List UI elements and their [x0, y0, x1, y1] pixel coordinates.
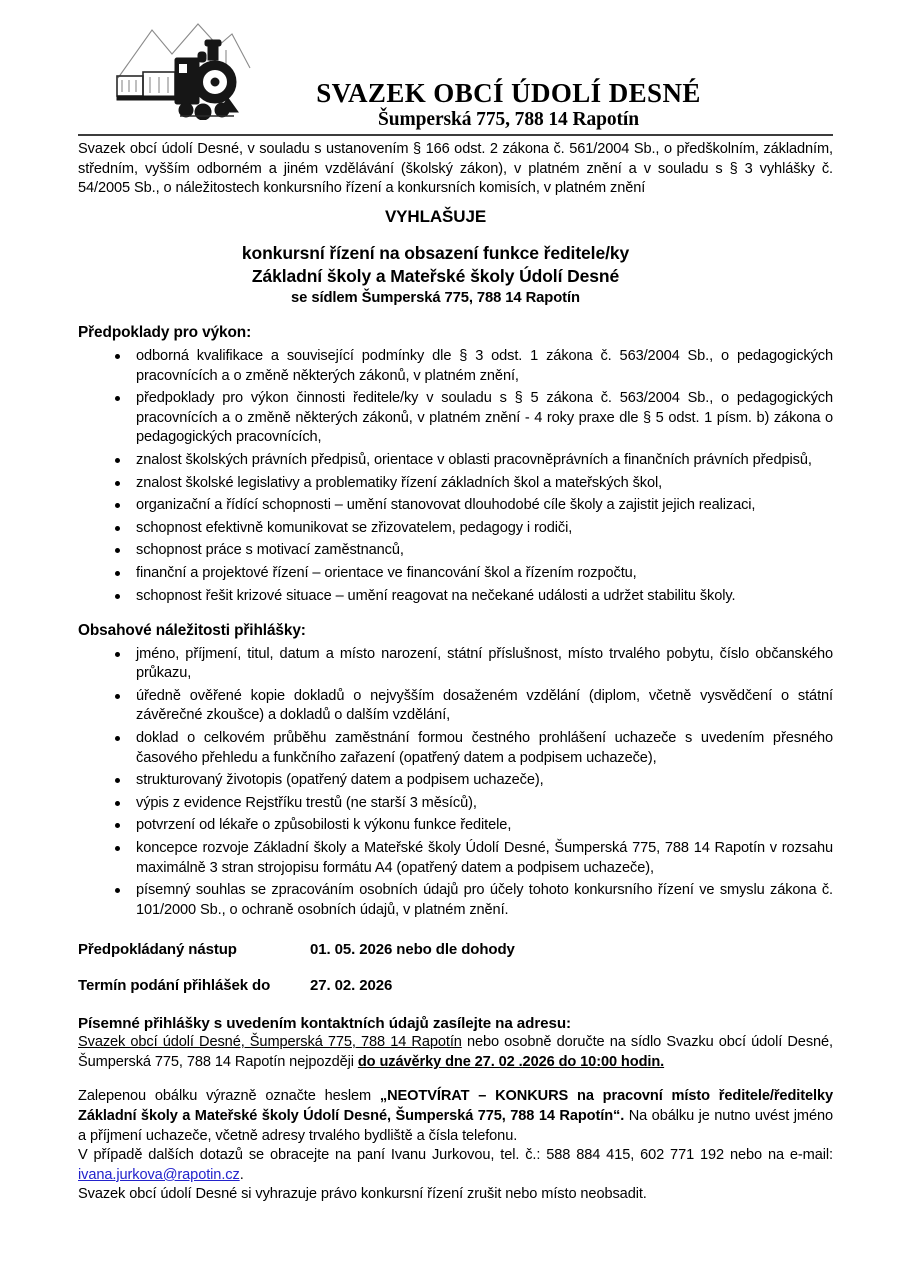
submission-deadline: do uzávěrky dne 27. 02 .2026 do 10:00 hodin. [357, 1053, 665, 1070]
list-item: znalost školské legislativy a problematiky řízení základních škol a mateřských škol, [136, 474, 833, 494]
title-line-2: Základní školy a Mateřské školy Údolí Desné [251, 266, 620, 287]
list-item: předpoklady pro výkon činnosti ředitele/ky v souladu s § 5 zákona č. 563/2004 Sb., o pedagogických pracovnících a o změně některých zákonů, v platném znění - 4 roky praxe dle § 5 odst. 1 písm. b) zákona o pedagogických pracovnících, [136, 389, 833, 448]
requirements-list [78, 347, 833, 606]
header-text [254, 78, 833, 132]
list-item: odborná kvalifikace a související podmínky dle § 3 odst. 1 zákona č. 563/2004 Sb., o pedagogických pracovnících a o změně některých zákonů, v platném znění, [136, 347, 833, 386]
announce-heading: VYHLAŠUJE [384, 206, 487, 226]
application-heading: Obsahové náležitosti přihlášky: [78, 622, 306, 640]
envelope-text-suffix: Na obálku je nutno uvést jméno a příjmení uchazeče, včetně adresy trvalého bydliště a čísla telefonu. [78, 1107, 833, 1144]
application-list [78, 645, 833, 921]
document-header [78, 20, 833, 132]
submission-text: nebo osobně doručte na sídlo Svazku obcí údolí Desné, Šumperská 775, 788 14 Rapotín nejpozději [78, 1034, 833, 1070]
title-line-1: konkursní řízení na obsazení funkce ředitele/ky [241, 243, 630, 264]
org-address: Šumperská 775, 788 14 Rapotín [378, 109, 639, 130]
deadline-label: Termín podání přihlášek do [78, 977, 271, 994]
steam-train-logo [114, 20, 254, 120]
intro-paragraph: Svazek obcí údolí Desné, v souladu s ustanovením § 166 odst. 2 zákona č. 561/2004 Sb., o předškolním, základním, středním, vyšším odborném a jiném vzdělávání (školský zákon), v platném znění a v souladu s § 3 vyhlášky č. 54/2005 Sb., o náležitostech konkursního řízení a konkursních komisích, v platném znění [78, 141, 833, 197]
list-item: schopnost řešit krizové situace – umění reagovat na nečekané události a udržet stabilitu školy. [136, 587, 833, 607]
contact-period: . [239, 1166, 244, 1183]
list-item: potvrzení od lékaře o způsobilosti k výkonu funkce ředitele, [136, 816, 833, 836]
requirements-heading: Předpoklady pro výkon: [78, 324, 252, 342]
start-date-value: 01. 05. 2026 nebo dle dohody [310, 941, 515, 959]
list-item: strukturovaný životopis (opatřený datem a podpisem uchazeče), [136, 771, 833, 791]
email-link[interactable]: ivana.jurkova@rapotin.cz [78, 1166, 240, 1183]
list-item: písemný souhlas se zpracováním osobních údajů pro účely tohoto konkursního řízení ve smyslu zákona č. 101/2000 Sb., o ochraně osobních údajů, v platném znění. [136, 881, 833, 920]
start-date-row [78, 940, 833, 960]
envelope-keyword: „NEOTVÍRAT – KONKURS na pracovní místo ředitele/ředitelky Základní školy a Mateřské školy Údolí Desné, Šumperská 775, 788 14 Rapotín“. [78, 1088, 833, 1124]
document-title [78, 242, 833, 308]
org-name: SVAZEK OBCÍ ÚDOLÍ DESNÉ [316, 78, 701, 108]
contact-text: V případě dalších dotazů se obracejte na paní Ivanu Jurkovou, tel. č.: 588 884 415, 602 771 192 nebo na e-mail: [78, 1147, 833, 1164]
list-item: doklad o celkovém průběhu zaměstnání formou čestného prohlášení uchazeče s uvedením přesného časového přehledu a funkčního zařazení (opatřený datem a podpisem uchazeče), [136, 729, 833, 768]
list-item: úředně ověřené kopie dokladů o nejvyšším dosaženém vzdělání (diplom, včetně vysvědčení o státní závěrečné zkoušce) a dokladů o dalším vzdělání, [136, 687, 833, 726]
list-item: koncepce rozvoje Základní školy a Mateřské školy Údolí Desné, Šumperská 775, 788 14 Rapotín v rozsahu maximálně 3 stran strojopisu formátu A4 (opatřený datem a podpisem uchazeče), [136, 839, 833, 878]
submission-heading: Písemné přihlášky s uvedením kontaktních údajů zasílejte na adresu: [78, 1014, 571, 1032]
list-item: jméno, příjmení, titul, datum a místo narození, státní příslušnost, místo trvalého pobytu, číslo občanského průkazu, [136, 645, 833, 684]
header-divider [78, 134, 833, 136]
list-item: znalost školských právních předpisů, orientace v oblasti pracovněprávních a finančních právních předpisů, [136, 451, 833, 471]
submission-address: Svazek obcí údolí Desné, Šumperská 775, 788 14 Rapotín [78, 1034, 462, 1051]
envelope-text-prefix: Zalepenou obálku výrazně označte heslem [78, 1088, 380, 1105]
list-item: výpis z evidence Rejstříku trestů (ne starší 3 měsíců), [136, 794, 833, 814]
envelope-paragraph [78, 1087, 833, 1146]
deadline-row [78, 976, 833, 996]
list-item: schopnost práce s motivací zaměstnanců, [136, 541, 833, 561]
footer-note: Svazek obcí údolí Desné si vyhrazuje právo konkursní řízení zrušit nebo místo neobsadit. [78, 1186, 647, 1203]
deadline-value: 27. 02. 2026 [310, 977, 393, 994]
title-line-3: se sídlem Šumperská 775, 788 14 Rapotín [291, 290, 580, 307]
submission-paragraph [78, 1033, 833, 1072]
contact-paragraph [78, 1146, 833, 1185]
list-item: schopnost efektivně komunikovat se zřizovatelem, pedagogy i rodiči, [136, 519, 833, 539]
start-date-label: Předpokládaný nástup [78, 941, 237, 959]
list-item: finanční a projektové řízení – orientace ve financování škol a řízením rozpočtu, [136, 564, 833, 584]
list-item: organizační a řídící schopnosti – umění stanovovat dlouhodobé cíle školy a zajistit jejich realizaci, [136, 496, 833, 516]
